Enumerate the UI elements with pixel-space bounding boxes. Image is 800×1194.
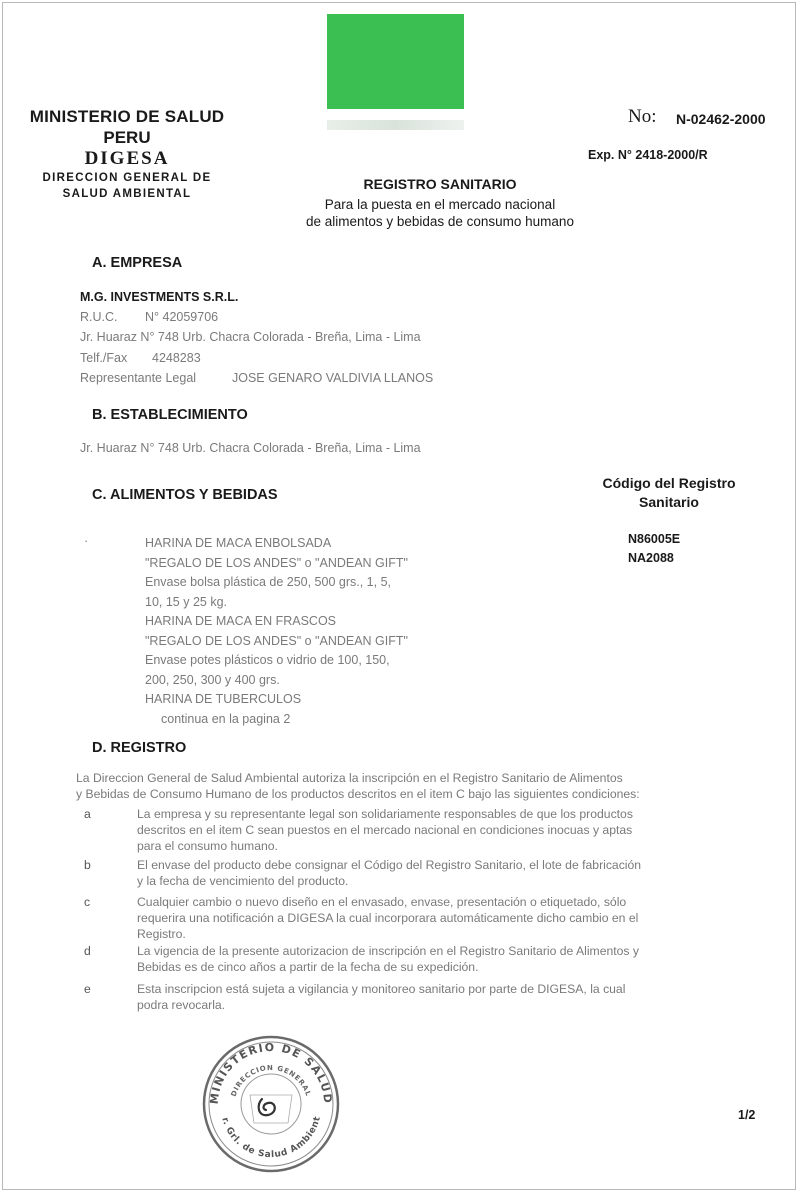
ministry-header (18, 106, 236, 202)
condition-item-b (84, 857, 774, 891)
stamp-seal-icon (200, 1033, 342, 1175)
product-line: Envase bolsa plástica de 250, 500 grs., 1, 5, (145, 575, 391, 589)
ministry-name: MINISTERIO DE SALUD (29, 107, 225, 126)
registry-codes (628, 530, 680, 568)
section-alimentos-heading: C. ALIMENTOS Y BEBIDAS (92, 487, 278, 503)
condition-text (137, 806, 767, 854)
condition-letter: d (84, 944, 91, 958)
condition-item-c (84, 894, 774, 942)
continued-note: continua en la pagina 2 (161, 711, 291, 726)
registry-code-heading-line2: Sanitario (639, 494, 699, 510)
product-line: HARINA DE MACA ENBOLSADA (145, 536, 332, 550)
condition-line: Bebidas es de cinco años a partir de la fecha de su expedición. (137, 960, 479, 974)
green-seal-block (327, 14, 464, 109)
condition-text (137, 894, 767, 942)
condition-text (137, 857, 767, 889)
company-name: M.G. INVESTMENTS S.R.L. (80, 290, 239, 304)
registry-code-heading (590, 474, 748, 512)
condition-letter: c (84, 895, 91, 909)
agency-name-line1: DIRECCION GENERAL DE (42, 172, 212, 184)
product-line: 10, 15 y 25 kg. (145, 594, 228, 609)
condition-item-e (84, 981, 774, 1015)
green-seal-caption (327, 120, 464, 130)
condition-line: Registro. (137, 927, 186, 941)
product-line: HARINA DE MACA EN FRASCOS (145, 614, 337, 628)
registro-intro-line1: La Direccion General de Salud Ambiental autoriza la inscripción en el Registro Sanitario de Alimentos (76, 771, 623, 785)
phone-value: 4248283 (152, 351, 201, 365)
document-number-label: No: (628, 106, 657, 127)
condition-line: El envase del producto debe consignar el Código del Registro Sanitario, el lote de fabricación (137, 858, 642, 872)
stamp-inner-text: DIRECCION GENERAL (229, 1063, 313, 1098)
product-line: "REGALO DE LOS ANDES" o "ANDEAN GIFT" (145, 555, 408, 570)
registro-intro (76, 770, 766, 802)
condition-line: requerira una notificación a DIGESA la cual incorporara automáticamente dicho cambio en el (137, 911, 639, 925)
section-establecimiento-heading: B. ESTABLECIMIENTO (92, 407, 248, 423)
condition-line: para el consumo humano. (137, 839, 278, 853)
document-subtitle (270, 196, 610, 230)
registro-intro-line2: y Bebidas de Consumo Humano de los productos descritos en el item C bajo las siguientes condiciones: (76, 787, 640, 801)
document-number: N-02462-2000 (676, 111, 766, 127)
registry-code: N86005E (628, 532, 681, 546)
condition-line: descritos en el item C sean puestos en el mercado nacional en condiciones inocuas y aptas (137, 823, 633, 837)
product-line: "REGALO DE LOS ANDES" o "ANDEAN GIFT" (145, 633, 408, 648)
product-line: Envase potes plásticos o vidrio de 100, 150, (145, 653, 390, 667)
company-address: Jr. Huaraz N° 748 Urb. Chacra Colorada - Breña, Lima - Lima (80, 330, 421, 344)
subtitle-line1: Para la puesta en el mercado nacional (324, 197, 556, 212)
ruc-label: R.U.C. (80, 310, 118, 324)
condition-line: y la fecha de vencimiento del producto. (137, 874, 349, 888)
expediente-number: Exp. N° 2418-2000/R (588, 148, 708, 162)
ministry-country: PERU (103, 128, 151, 147)
condition-line: La empresa y su representante legal son solidariamente responsables de que los productos (137, 807, 633, 821)
condition-letter: a (84, 807, 91, 821)
product-line: HARINA DE TUBERCULOS (145, 692, 302, 706)
product-bullet: · (84, 534, 89, 548)
legal-rep-name: JOSE GENARO VALDIVIA LLANOS (232, 371, 434, 385)
condition-line: podra revocarla. (137, 998, 226, 1012)
condition-item-a (84, 806, 774, 854)
subtitle-line2: de alimentos y bebidas de consumo humano (306, 214, 574, 229)
condition-line: Cualquier cambio o nuevo diseño en el envasado, envase, presentación o etiquetado, sólo (137, 895, 627, 909)
stamp-outer-text: MINISTERIO DE SALUD (207, 1040, 335, 1105)
condition-text (137, 981, 767, 1013)
condition-line: La vigencia de la presente autorizacion de inscripción en el Registro Sanitario de Alimentos y (137, 944, 640, 958)
registry-code: NA2088 (628, 551, 674, 565)
condition-letter: b (84, 858, 91, 872)
establishment-address: Jr. Huaraz N° 748 Urb. Chacra Colorada - Breña, Lima - Lima (80, 441, 421, 455)
ruc-value: N° 42059706 (145, 310, 219, 324)
agency-acronym: DIGESA (84, 148, 170, 169)
condition-letter: e (84, 982, 91, 996)
svg-text:DIRECCION GENERAL (230, 1064, 313, 1098)
phone-label: Telf./Fax (80, 351, 128, 365)
registry-code-heading-line1: Código del Registro (602, 475, 736, 491)
page-number: 1/2 (738, 1108, 756, 1122)
section-empresa-heading: A. EMPRESA (92, 255, 183, 271)
product-line: 200, 250, 300 y 400 grs. (145, 672, 280, 687)
product-list (145, 534, 408, 729)
document-title: REGISTRO SANITARIO (363, 176, 517, 192)
official-stamp (200, 1033, 342, 1175)
stamp-lower-text: r. Grl. de Salud Ambient (219, 1115, 324, 1161)
agency-name-line2: SALUD AMBIENTAL (62, 188, 192, 200)
condition-line: Esta inscripcion está sujeta a vigilancia y monitoreo sanitario por parte de DIGESA, la cual (137, 982, 626, 996)
condition-text (137, 943, 767, 975)
section-registro-heading: D. REGISTRO (92, 740, 187, 756)
legal-rep-label: Representante Legal (80, 371, 197, 385)
condition-item-d (84, 943, 774, 977)
